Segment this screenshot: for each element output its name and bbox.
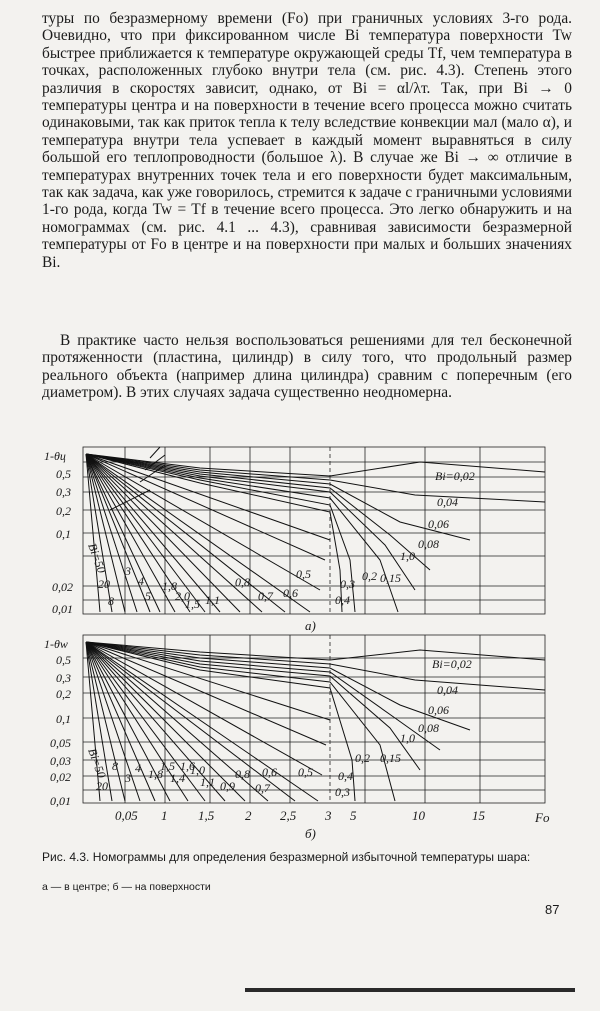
top-bi-label: 0,4 — [335, 593, 350, 607]
top-bi-label: Bi=50 — [85, 541, 109, 575]
x-tick: 10 — [412, 808, 425, 823]
top-bi-label: 1,5 — [185, 597, 200, 611]
x-tick: 2,5 — [280, 808, 297, 823]
page-number: 87 — [545, 902, 560, 917]
bottom-y-tick: 0,3 — [56, 671, 71, 685]
bottom-y-tick: 0,03 — [50, 754, 71, 768]
bottom-y-tick: 0,01 — [50, 794, 71, 808]
bottom-bi-label: 0,3 — [335, 785, 350, 799]
x-tick: 3 — [325, 808, 332, 823]
top-bi-label: 1,1 — [205, 593, 220, 607]
top-chart-curves — [86, 447, 545, 612]
top-bi-label: 0,04 — [437, 495, 458, 509]
figure-caption-legend: а — в центре; б — на поверхности — [42, 881, 211, 893]
top-y-tick: 0,01 — [52, 602, 73, 616]
bottom-bi-label: 1,0 — [190, 763, 205, 777]
bottom-rule — [245, 988, 575, 992]
bottom-bi-label: 0,2 — [355, 751, 370, 765]
bottom-bi-label: 0,06 — [428, 703, 449, 717]
bottom-bi-label: 0,04 — [437, 683, 458, 697]
top-y-tick: 0,2 — [56, 504, 71, 518]
top-bi-label: 0,3 — [340, 577, 355, 591]
top-bi-label: 8 — [108, 594, 114, 608]
bottom-y-tick: 0,02 — [50, 770, 71, 784]
bottom-y-tick: 0,05 — [50, 736, 71, 750]
x-tick: 1 — [161, 808, 168, 823]
x-tick: 15 — [472, 808, 485, 823]
x-axis-title: Fo — [535, 810, 550, 825]
bottom-bi-label: 0,4 — [338, 769, 353, 783]
bottom-bi-label: 4 — [135, 761, 141, 775]
top-bi-label: 0,8 — [235, 575, 250, 589]
bottom-bi-label: 0,15 — [380, 751, 401, 765]
top-y-tick: 0,5 — [56, 467, 71, 481]
bottom-y-tick: 0,1 — [56, 712, 71, 726]
bottom-bi-label: 8 — [112, 759, 118, 773]
bottom-bi-label: 0,5 — [298, 765, 313, 779]
top-bi-label: 0,06 — [428, 517, 449, 531]
bottom-bi-label: 20 — [96, 779, 108, 793]
bottom-bi-label: 1,0 — [400, 731, 415, 745]
x-tick: 0,05 — [115, 808, 138, 823]
bottom-bi-label: 1,5 — [160, 759, 175, 773]
bottom-y-title: 1-θw — [44, 637, 68, 651]
top-bi-label: 0,6 — [283, 586, 298, 600]
top-bi-label: 2,0 — [175, 589, 190, 603]
top-bi-label: 3 — [125, 564, 131, 578]
figure-caption: Рис. 4.3. Номограммы для определения безразмерной избыточной температуры шара: — [42, 850, 531, 864]
bottom-bi-label: 1,1 — [200, 775, 215, 789]
top-bi-label: 0,2 — [362, 569, 377, 583]
body-paragraph-1: туры по безразмерному времени (Fo) при граничных условиях 3-го рода. Очевидно, что при фиксированном числе Bi температура поверхности Tw быстрее приближается к температуре окружающей среды Tf, чем температура в точках, расположенных глубоко внутри тела (см. рис. 4.3). Степень этого различия в скоростях зависит, однако, от Bi = αl/λт. Так, при Bi → 0 температуры центра и на поверхности в течение всего процесса можно считать одинаковыми, так как приток тепла к телу вследствие конвекции мал (мало α), и температура внутри тела успевает в каждый момент выравняться в силу большой его теплопроводности (большое λ). В случае же Bi → ∞ отличие в температурах внутренних точек тела и его поверхности будет максимальным, так как задача, как уже говорилось, стремится к задаче с граничными условиями 1-го рода, когда Tw = Tf в течение всего процесса. Это легко обнаружить и на номограммах (см. рис. 4.1 ... 4.3), сравнивая зависимости безразмерной температуры от Fo в центре и на поверхности при малых и больших значениях Bi. — [42, 10, 572, 271]
bottom-bi-label: 0,8 — [235, 767, 250, 781]
bottom-chart-label: б) — [305, 826, 316, 841]
bottom-bi-label: 3 — [125, 771, 131, 785]
bottom-bi-label: 0,7 — [255, 781, 270, 795]
top-y-title: 1-θц — [44, 449, 66, 463]
bottom-y-tick: 0,2 — [56, 687, 71, 701]
bottom-bi-label: 1,4 — [170, 771, 185, 785]
top-y-tick: 0,3 — [56, 485, 71, 499]
bottom-bi-label: 0,08 — [418, 721, 439, 735]
top-y-tick: 0,1 — [56, 527, 71, 541]
top-bi-label: 5 — [145, 589, 151, 603]
top-bi-label: 1,0 — [400, 549, 415, 563]
top-y-tick: 0,02 — [52, 580, 73, 594]
x-axis-labels — [115, 808, 550, 841]
top-bi-label: 4 — [138, 574, 144, 588]
top-bi-label: 0,08 — [418, 537, 439, 551]
top-bi-label: 1,8 — [162, 579, 177, 593]
x-tick: 2 — [245, 808, 252, 823]
top-bi-label: 0,15 — [380, 571, 401, 585]
bottom-bi-label: 0,9 — [220, 779, 235, 793]
top-bi-label: 0,7 — [258, 589, 273, 603]
top-bi-label: 0,5 — [296, 567, 311, 581]
bottom-y-tick: 0,5 — [56, 653, 71, 667]
bottom-bi-label: 1,8 — [148, 767, 163, 781]
top-bi-label: 20 — [98, 577, 110, 591]
top-bi-label: Bi=0,02 — [435, 469, 475, 483]
bottom-bi-label: 1,6 — [180, 759, 195, 773]
top-chart-label: а) — [305, 618, 316, 633]
bottom-bi-label: Bi=50 — [85, 746, 109, 780]
body-paragraph-2: В практике часто нельзя воспользоваться решениями для тел бесконечной протяженности (пластина, цилиндр) в силу того, что продольный размер реального объекта (например длина цилиндра) сравним с поперечным (его диаметром). В этих случаях задача существенно неодномерна. — [42, 332, 572, 402]
bottom-bi-label: 0,6 — [262, 765, 277, 779]
bottom-bi-label: Bi=0,02 — [432, 657, 472, 671]
x-tick: 5 — [350, 808, 357, 823]
top-chart-grid — [83, 447, 545, 614]
x-tick: 1,5 — [198, 808, 215, 823]
